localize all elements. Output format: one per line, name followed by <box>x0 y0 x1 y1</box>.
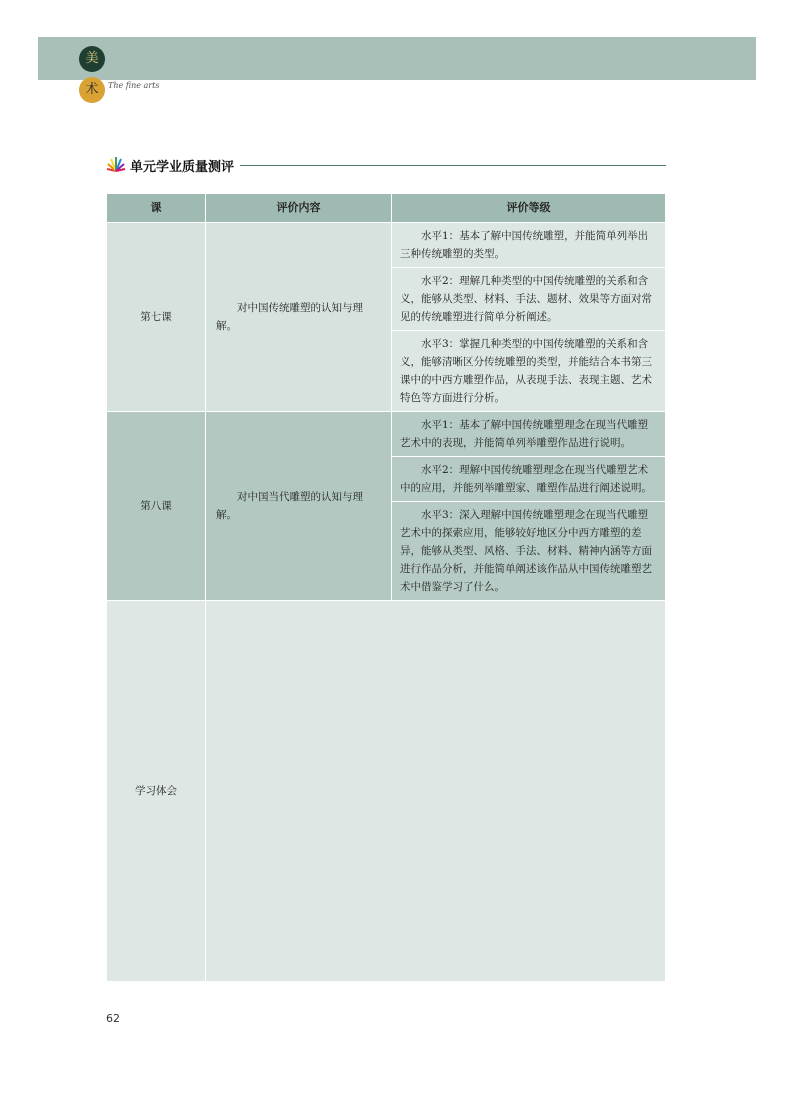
reflection-writing-area[interactable] <box>206 601 666 982</box>
column-header-lesson: 课 <box>107 194 206 223</box>
section-title: 单元学业质量测评 <box>130 160 235 175</box>
level-cell: 水平3：掌握几种类型的中国传统雕塑的关系和含义，能够清晰区分传统雕塑的类型，并能结合本书第三课中的中西方雕塑作品，从表现手法、表现主题、艺术特色等方面进行分析。 <box>392 331 666 412</box>
column-header-level: 评价等级 <box>392 194 666 223</box>
table-header-row <box>107 194 666 223</box>
level-cell: 水平1：基本了解中国传统雕塑，并能简单列举出三种传统雕塑的类型。 <box>392 223 666 268</box>
lesson-cell: 第八课 <box>107 412 206 601</box>
section-heading <box>106 155 666 175</box>
logo-top-icon: 美 <box>79 46 105 72</box>
content-cell: 对中国传统雕塑的认知与理解。 <box>206 223 392 412</box>
level-cell: 水平2：理解中国传统雕塑理念在现当代雕塑艺术中的应用，并能列举雕塑家、雕塑作品进行阐述说明。 <box>392 457 666 502</box>
color-burst-icon <box>106 155 126 173</box>
column-header-content: 评价内容 <box>206 194 392 223</box>
content-cell: 对中国当代雕塑的认知与理解。 <box>206 412 392 601</box>
level-cell: 水平3：深入理解中国传统雕塑理念在现当代雕塑艺术中的探索应用，能够较好地区分中西方雕塑的差异，能够从类型、风格、手法、材料、精神内涵等方面进行作品分析，并能简单阐述该作品从中国传统雕塑艺术中借鉴学习了什么。 <box>392 502 666 601</box>
table-row <box>107 223 666 268</box>
table-row <box>107 412 666 457</box>
evaluation-table <box>106 193 666 982</box>
level-cell: 水平1：基本了解中国传统雕塑理念在现当代雕塑艺术中的表现，并能简单列举雕塑作品进行说明。 <box>392 412 666 457</box>
lesson-cell: 第七课 <box>107 223 206 412</box>
heading-rule <box>240 165 666 166</box>
header-band <box>38 37 756 80</box>
reflection-row <box>107 601 666 982</box>
reflection-label: 学习体会 <box>107 601 206 982</box>
page-number: 62 <box>106 1012 120 1025</box>
logo-bottom-icon: 术 <box>79 77 105 103</box>
header-subtitle: The fine arts <box>108 81 160 90</box>
level-cell: 水平2：理解几种类型的中国传统雕塑的关系和含义，能够从类型、材料、手法、题材、效果等方面对常见的传统雕塑进行简单分析阐述。 <box>392 268 666 331</box>
